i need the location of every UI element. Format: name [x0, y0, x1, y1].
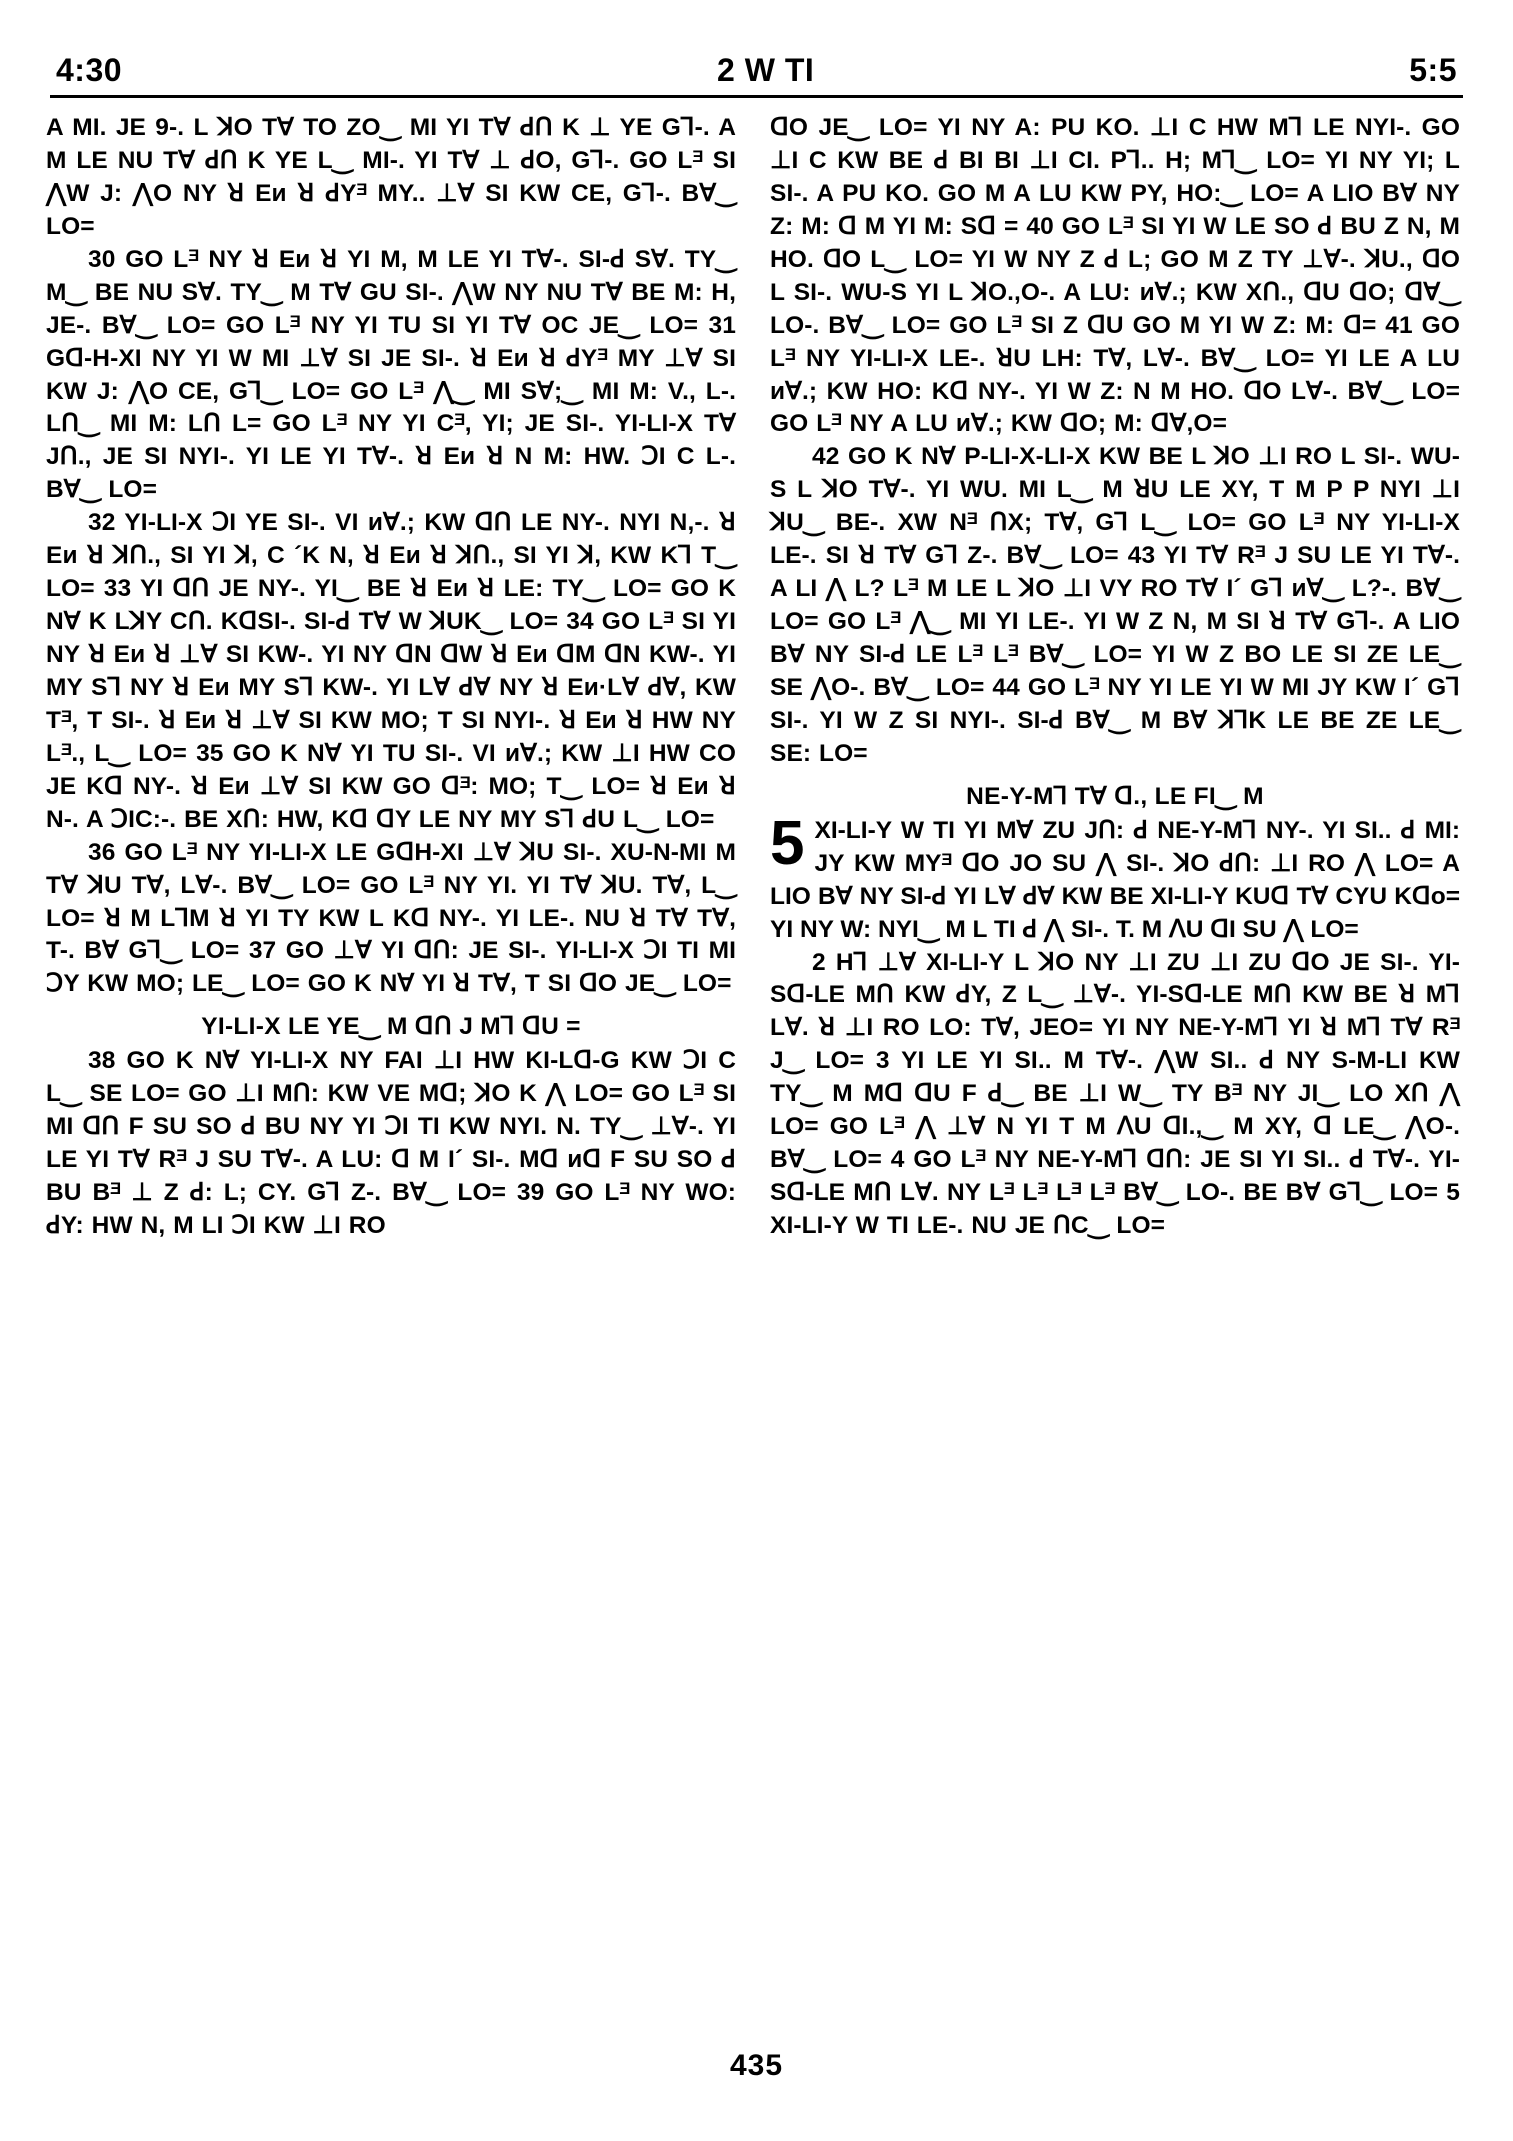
paragraph: A MI. JE 9-. L ꓘO TⱯ TO ZO‿ MI YI TⱯ ꓒՈ K ⊥ YE G⅂-. A M LE NU TⱯ ꓒՈ K YE L‿ MI-. YI TⱯ ⊥ ꓒO, G⅂-. GO Lᴲ SI ⋀W J: ⋀O NY ꓤ Eᴎ ꓤ ꓒYᴲ MY.. ⊥Ɐ SI KW CE, G⅂-. BⱯ‿ LO=: [46, 114, 736, 240]
right-column: [770, 112, 1460, 1243]
header-book-title: 2 W TI: [717, 52, 815, 88]
paragraph: 38 GO K NⱯ YI-LI-X NY FAI ⊥I HW KI-Lꓷ-G KW ꓛI C L‿ SE LO= GO ⊥I MՈ: KW VE Mꓷ; ꓘO K ⋀ LO= GO Lᴲ SI MI ꓷՈ F SU SO ꓒ BU NY YI ꓛI TI KW NYI. N. TY‿ ⊥Ɐ-. YI LE YI TⱯ Rᴲ J SU TⱯ-. A LU: ꓷ M I´ SI-. Mꓷ ᴎꓷ F SU SO ꓒ BU Bᴲ ⊥ Z ꓒ: L; CY. G⅂ Z-. BⱯ‿ LO= 39 GO Lᴲ NY WO: ꓒY: HW N, M LI ꓛI KW ⊥I RO: [46, 1047, 736, 1239]
chapter-number-dropcap: 5: [770, 808, 805, 878]
page-header: [56, 52, 1457, 89]
section-subheading: NE-Y-M⅂ TⱯ ꓷ., LE FI‿ M: [966, 782, 1264, 810]
chapter-opening-paragraph: [770, 808, 1460, 947]
paragraph: 32 YI-LI-X ꓛI YE SI-. VI ᴎⱯ.; KW ꓷՈ LE NY-. NYI N,-. ꓤ Eᴎ ꓤ ꓘՈ., SI YI ꓘ, C ´K N, ꓤ Eᴎ ꓤ ꓘՈ., SI YI ꓘ, KW K⅂ T‿ LO= 33 YI ꓷՈ JE NY-. YI‿ BE ꓤ Eᴎ ꓤ LE: TY‿ LO= GO K NⱯ K LꓘY CՈ. KꓷSI-. SI-ꓒ TⱯ W ꓘUK‿ LO= 34 GO Lᴲ SI YI NY ꓤ Eᴎ ꓤ ⊥Ɐ SI KW-. YI NY ꓷN ꓷW ꓤ Eᴎ ꓷM ꓷN KW-. YI MY S⅂ NY ꓤ Eᴎ MY S⅂ KW-. YI LⱯ ꓒⱯ NY ꓤ Eᴎ·LⱯ ꓒⱯ, KW Tᴲ, T SI-. ꓤ Eᴎ ꓤ ⊥Ɐ SI KW MO; T SI NYI-. ꓤ Eᴎ ꓤ HW NY Lᴲ., L‿ LO= 35 GO K NⱯ YI TU SI-. VI ᴎⱯ.; KW ⊥I HW CO JE Kꓷ NY-. ꓤ Eᴎ ⊥Ɐ SI KW GO ꓷᴲ: MO; T‿ LO= ꓤ Eᴎ ꓤ N-. A ꓛIC:-. BE XՈ: HW, Kꓷ ꓷY LE NY MY S⅂ ꓒU L‿ LO=: [46, 509, 736, 833]
header-left-reference: 4:30: [56, 52, 123, 88]
chapter-opening-text: XI-LI-Y W TI YI MⱯ ZU JՈ: ꓒ NE-Y-M⅂ NY-. YI SI.. ꓒ MI: JY KW MYᴲ ꓷO JO SU ⋀ SI-. ꓘO ꓒՈ: ⊥I RO ⋀ LO= A LIO BⱯ NY SI-ꓒ YI LⱯ ꓒⱯ KW BE XI-LI-Y KUꓷ TⱯ CYU Kꓷo= YI NY W: NYI‿ M L TI ꓒ ⋀ SI-. T. M ꓥU ꓷI SU ⋀ LO=: [770, 816, 1460, 943]
paragraph: 36 GO Lᴲ NY YI-LI-X LE GꓷH-XI ⊥Ɐ ꓘU SI-. XU-N-MI M TⱯ ꓘU TⱯ, LⱯ-. BⱯ‿ LO= GO Lᴲ NY YI. YI TⱯ ꓘU. TⱯ, L‿ LO= ꓤ M L⅂M ꓤ YI TY KW L Kꓷ NY-. YI LE-. NU ꓤ TⱯ TⱯ, T-. BⱯ G⅂‿ LO= 37 GO ⊥Ɐ YI ꓷՈ: JE SI-. YI-LI-X ꓛI TI MI ꓛY KW MO; LE‿ LO= GO K NⱯ YI ꓤ TⱯ, T SI ꓷO JE‿ LO=: [46, 838, 736, 998]
paragraph: 2 H⅂ ⊥Ɐ XI-LI-Y L ꓘO NY ⊥I ZU ⊥I ZU ꓷO JE SI-. YI-Sꓷ-LE MՈ KW ꓒY, Z L‿ ⊥Ɐ-. YI-Sꓷ-LE MՈ KW BE ꓤ M⅂ LⱯ. ꓤ ⊥I RO LO: TⱯ, JEO= YI NY NE-Y-M⅂ YI ꓤ M⅂ TⱯ Rᴲ J‿ LO= 3 YI LE YI SI.. M TⱯ-. ⋀W SI.. ꓒ NY S-M-LI KW TY‿ M Mꓷ ꓷU F ꓒ‿ BE ⊥I W‿ TY Bᴲ NY JI‿ LO XՈ ⋀ LO= GO Lᴲ ⋀ ⊥Ɐ N YI T M ꓥU ꓷI.,‿ M XY, ꓷ LE‿ ⋀O-. BⱯ‿ LO= 4 GO Lᴲ NY NE-Y-M⅂ ꓷՈ: JE SI YI SI.. ꓒ TⱯ-. YI-Sꓷ-LE MՈ LⱯ. NY Lᴲ Lᴲ Lᴲ Lᴲ BⱯ‿ LO-. BE BⱯ G⅂‿ LO= 5 XI-LI-Y W TI LE-. NU JE ՈC‿ LO=: [770, 948, 1460, 1239]
left-column: [46, 112, 736, 1243]
header-divider: [50, 95, 1463, 98]
paragraph: 42 GO K NⱯ P-LI-X-LI-X KW BE L ꓘO ⊥I RO L SI-. WU-S L ꓘO TⱯ-. YI WU. MI L‿ M ꓤU LE XY, T M P P NYI ⊥I ꓘU‿ BE-. XW Nᴲ ՈX; TⱯ, G⅂ L‿ LO= GO Lᴲ NY YI-LI-X LE-. SI ꓤ TⱯ G⅂ Z-. BⱯ‿ LO= 43 YI TⱯ Rᴲ J SU LE YI TⱯ-. A LI ⋀ L? Lᴲ M LE L ꓘO ⊥I VY RO TⱯ I´ G⅂ ᴎⱯ‿ L?-. BⱯ‿ LO= GO Lᴲ ⋀‿ MI YI LE-. YI W Z N, M SI ꓤ TⱯ G⅂-. A LIO BⱯ NY SI-ꓒ LE Lᴲ Lᴲ BⱯ‿ LO= YI W Z BO LE SI ZE LE‿ SE ⋀O-. BⱯ‿ LO= 44 GO Lᴲ NY YI LE YI W MI JY KW I´ G⅂ SI-. YI W Z SI NYI-. SI-ꓒ BⱯ‿ M BⱯ ꓘ⅂K LE BE ZE LE‿ SE: LO=: [770, 443, 1460, 767]
header-right-reference: 5:5: [1409, 52, 1457, 88]
section-subheading: YI-LI-X LE YE‿ M ꓷՈ J M⅂ ꓷU =: [201, 1013, 581, 1041]
body-columns: [46, 112, 1467, 1243]
paragraph: 30 GO Lᴲ NY ꓤ Eᴎ ꓤ YI M, M LE YI TⱯ-. SI-ꓒ SⱯ. TY‿ M‿ BE NU SⱯ. TY‿ M TⱯ GU SI-. ⋀W NY NU TⱯ BE M: H, JE-. BⱯ‿ LO= GO Lᴲ NY YI TU SI YI TⱯ OC JE‿ LO= 31 Gꓷ-H-XI NY YI W MI ⊥Ɐ SI JE SI-. ꓤ Eᴎ ꓤ ꓒYᴲ MY ⊥Ɐ SI KW J: ⋀O CE, G⅂‿ LO= GO Lᴲ ⋀‿ MI SⱯ;‿ MI M: V., L-. LՈ‿ MI M: LՈ L= GO Lᴲ NY YI Cᴲ, YI; JE SI-. YI-LI-X TⱯ JՈ., JE SI NYI-. YI LE YI TⱯ-. ꓤ Eᴎ ꓤ N M: HW. ꓛI C L-. BⱯ‿ LO=: [46, 245, 736, 504]
paragraph: ꓷO JE‿ LO= YI NY A: PU KO. ⊥I C HW M⅂ LE NYI-. GO ⊥I C KW BE ꓒ BI BI ⊥I CI. P⅂.. H; M⅂‿ LO= YI NY YI; L SI-. A PU KO. GO M A LU KW PY, HO:‿ LO= A LIO BⱯ NY Z: M: ꓷ M YI M: Sꓷ = 40 GO Lᴲ SI YI W LE SO ꓒ BU Z N, M HO. ꓷO L‿ LO= YI W NY Z ꓒ L; GO M Z TY ⊥Ɐ-. ꓘU., ꓷO L SI-. WU-S YI L ꓘO.,O-. A LU: ᴎⱯ.; KW XՈ., ꓷU ꓷO; ꓷⱯ‿ LO-. BⱯ‿ LO= GO Lᴲ SI Z ꓷU GO M YI W Z: M: ꓷ= 41 GO Lᴲ NY YI-LI-X LE-. ꓤU LH: TⱯ, LⱯ-. BⱯ‿ LO= YI LE A LU ᴎⱯ.; KW HO: Kꓷ NY-. YI W Z: N M HO. ꓷO LⱯ-. BⱯ‿ LO= GO Lᴲ NY A LU ᴎⱯ.; KW ꓷO; M: ꓷⱯ,O=: [770, 114, 1460, 438]
page-number: 435: [729, 2049, 784, 2082]
